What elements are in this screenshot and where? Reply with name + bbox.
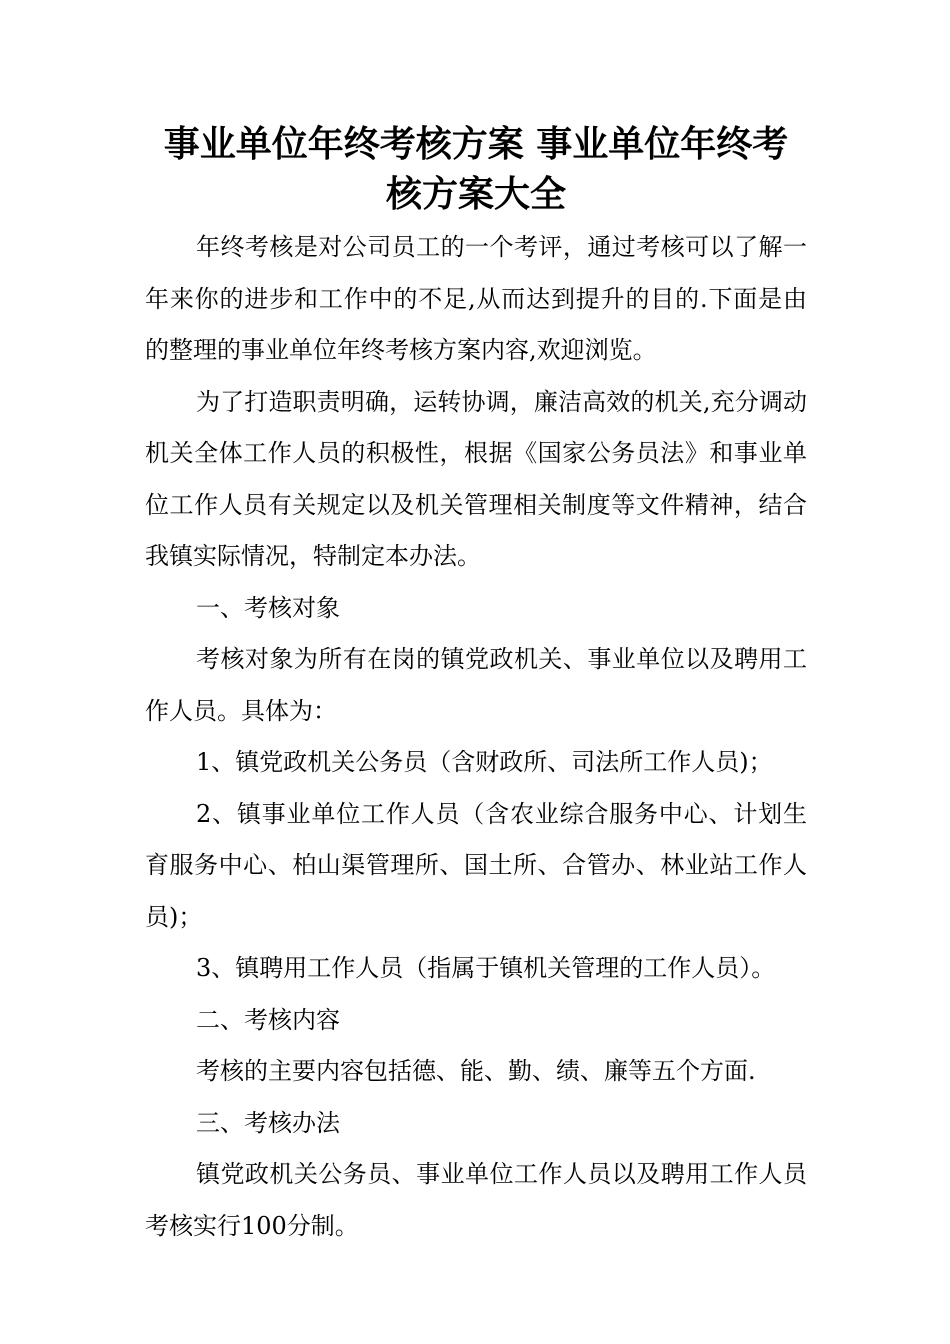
purpose-paragraph: 为了打造职责明确，运转协调，廉洁高效的机关,充分调动机关全体工作人员的积极性，根据《国家公务员法》和事业单位工作人员有关规定以及机关管理相关制度等文件精神，结合我镇实际情况，特制定本办法。: [145, 387, 807, 570]
section-heading-assessment-method: 三、考核办法: [196, 1108, 340, 1137]
assessment-targets-paragraph: 考核对象为所有在岗的镇党政机关、事业单位以及聘用工作人员。具体为：: [145, 645, 807, 725]
assessment-content-paragraph: 考核的主要内容包括德、能、勤、绩、廉等五个方面.: [196, 1057, 756, 1085]
document-page: [145, 120, 807, 1252]
document-title-line-2: 核方案大全: [385, 174, 566, 215]
assessment-method-paragraph: 镇党政机关公务员、事业单位工作人员以及聘用工作人员考核实行100分制。: [145, 1160, 807, 1240]
target-item-1: 1、镇党政机关公务员（含财政所、司法所工作人员)；: [196, 748, 773, 776]
target-item-2: 2、镇事业单位工作人员（含农业综合服务中心、计划生育服务中心、柏山渠管理所、国土所、合管办、林业站工作人员)；: [145, 799, 807, 931]
document-title-line-1: 事业单位年终考核方案 事业单位年终考: [163, 124, 789, 165]
section-heading-assessment-targets: 一、考核对象: [196, 593, 340, 622]
target-item-3: 3、镇聘用工作人员（指属于镇机关管理的工作人员）。: [196, 954, 776, 982]
section-heading-assessment-content: 二、考核内容: [196, 1005, 340, 1034]
document-title: [145, 120, 807, 220]
intro-paragraph: 年终考核是对公司员工的一个考评，通过考核可以了解一年来你的进步和工作中的不足,从而达到提升的目的.下面是由的整理的事业单位年终考核方案内容,欢迎浏览。: [145, 233, 807, 364]
